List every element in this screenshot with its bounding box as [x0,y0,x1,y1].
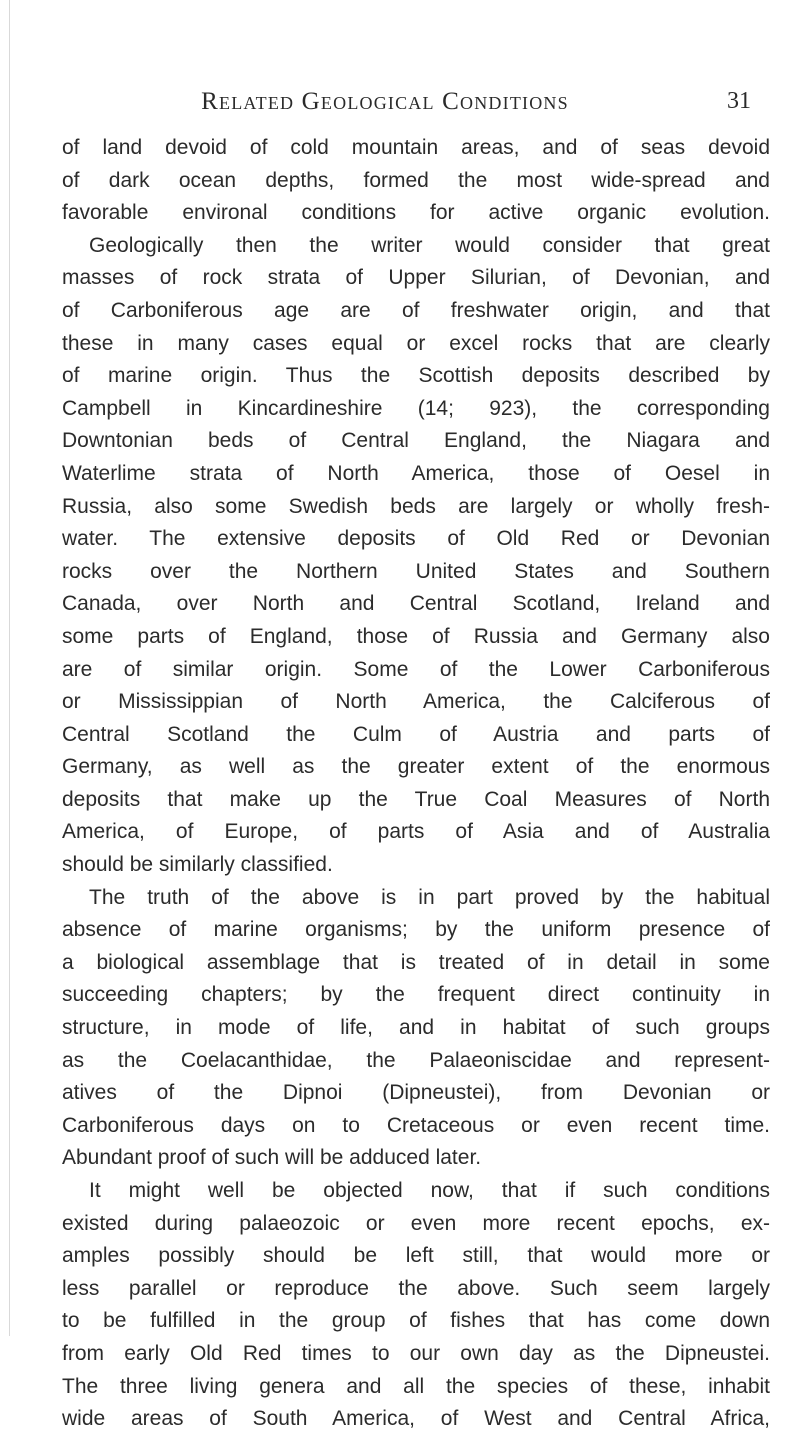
text-line: atives of the Dipnoi (Dipneustei), from Devonian or [62,1081,770,1105]
paragraph-end-line: should be similarly classified. [62,853,333,877]
text-line: absence of marine organisms; by the uniform presence of [62,918,770,942]
page-number: 31 [727,88,751,114]
text-line: less parallel or reproduce the above. Such seem largely [62,1276,770,1300]
text-line: of land devoid of cold mountain areas, and of seas devoid [62,136,770,159]
text-line: Central Scotland the Culm of Austria and parts of [62,722,770,746]
text-line: Canada, over North and Central Scotland, Ireland and [62,592,770,616]
text-line: as the Coelacanthidae, the Palaeoniscidae and represent- [62,1048,770,1072]
text-line: of marine origin. Thus the Scottish deposits described by [62,364,770,388]
text-line: Carboniferous days on to Cretaceous or even recent time. [62,1113,770,1137]
text-line: rocks over the Northern United States and Southern [62,559,770,583]
text-line: to be fulfilled in the group of fishes that has come down [62,1309,770,1333]
page-edge-line [9,0,10,1336]
text-line: The three living genera and all the species of these, inhabit [62,1374,770,1398]
text-line: succeeding chapters; by the frequent direct continuity in [62,983,770,1007]
body-text [62,132,770,1436]
text-line: are of similar origin. Some of the Lower Carboniferous [62,657,770,681]
text-line: masses of rock strata of Upper Silurian, of Devonian, and [62,266,770,290]
paragraph-start-line: The truth of the above is in part proved by the habitual [89,885,770,909]
text-line: or Mississippian of North America, the Calciferous of [62,690,770,714]
running-head: Related Geological Conditions [201,88,569,115]
text-line: amples possibly should be left still, that would more or [62,1244,770,1268]
text-line: Campbell in Kincardineshire (14; 923), the corresponding [62,396,770,420]
text-line: a biological assemblage that is treated of in detail in some [62,950,770,974]
text-line: of Carboniferous age are of freshwater origin, and that [62,298,770,322]
text-line: America, of Europe, of parts of Asia and of Australia [62,820,770,844]
text-line: deposits that make up the True Coal Measures of North [62,787,770,811]
text-line: wide areas of South America, of West and Central Africa, [62,1407,770,1431]
text-line: Germany, as well as the greater extent of the enormous [62,755,770,779]
paragraph-start-line: It might well be objected now, that if such conditions [89,1179,770,1202]
text-line: from early Old Red times to our own day as the Dipneustei. [62,1341,770,1365]
text-line: some parts of England, those of Russia and Germany also [62,624,770,648]
text-line: water. The extensive deposits of Old Red or Devonian [62,527,770,551]
text-line: Waterlime strata of North America, those of Oesel in [62,461,770,485]
paragraph-end-line: Abundant proof of such will be adduced later. [62,1146,482,1170]
text-line: Downtonian beds of Central England, the Niagara and [62,429,770,453]
text-line: existed during palaeozoic or even more recent epochs, ex- [62,1211,770,1235]
text-line: these in many cases equal or excel rocks that are clearly [62,331,770,355]
text-line: Russia, also some Swedish beds are largely or wholly fresh- [62,494,770,518]
paragraph-start-line: Geologically then the writer would consider that great [89,233,770,257]
text-line: favorable environal conditions for active organic evolution. [62,201,770,225]
text-line: of dark ocean depths, formed the most wide-spread and [62,168,770,192]
text-line: structure, in mode of life, and in habitat of such groups [62,1016,770,1040]
